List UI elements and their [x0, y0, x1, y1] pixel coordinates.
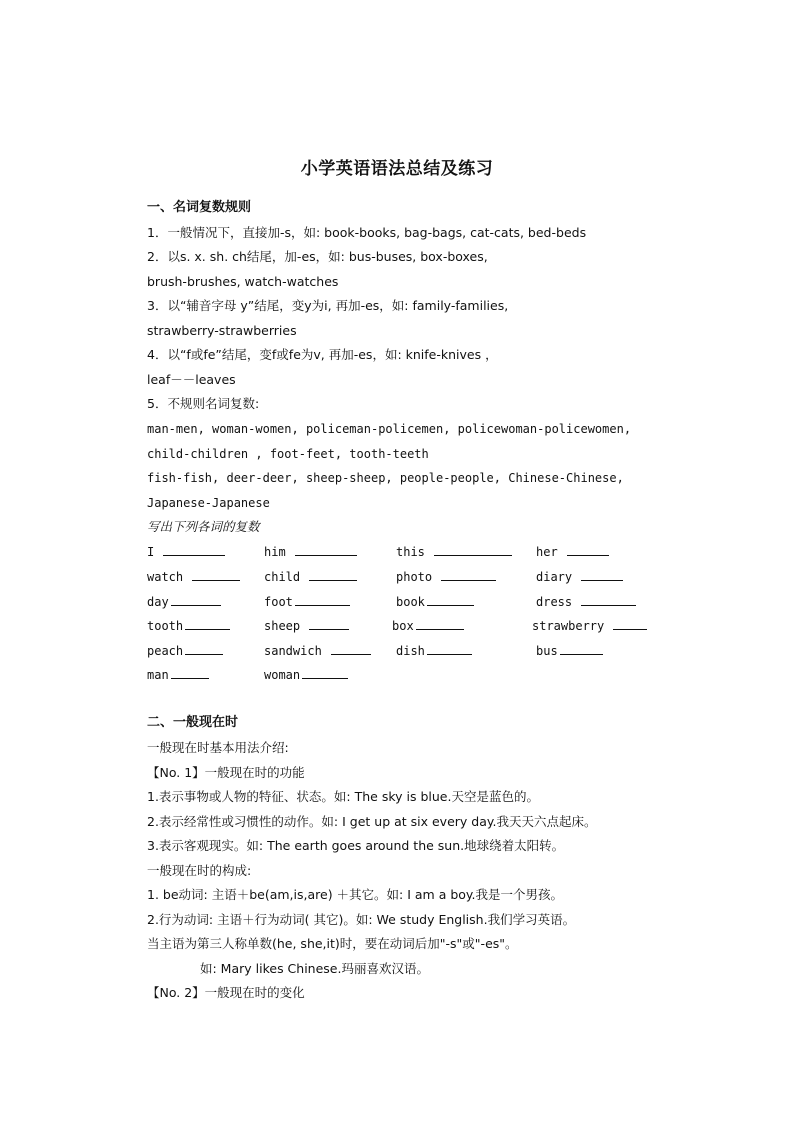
exercise-item: photo [396, 569, 496, 584]
rule-line: brush-brushes, watch-watches [147, 274, 339, 289]
text-line: 【No. 1】一般现在时的功能 [147, 765, 305, 780]
exercise-item: peach [147, 643, 223, 658]
exercise-item: watch [147, 569, 240, 584]
answer-blank[interactable] [171, 667, 209, 679]
text-line: 2.表示经常性或习惯性的动作。如: I get up at six every day.我天天六点起床。 [147, 814, 597, 829]
exercise-row [147, 643, 667, 659]
exercise-row [147, 594, 667, 610]
exercise-item: child [264, 569, 357, 584]
rule-line: man-men, woman-women, policeman-policemen, policewoman-policewomen, [147, 422, 632, 436]
answer-blank[interactable] [163, 544, 225, 556]
text-line: 当主语为第三人称单数(he, she,it)时，要在动词后加"-s"或"-es"。 [147, 936, 518, 951]
exercise-item: book [396, 594, 474, 609]
rule-line: 2．以s. x. sh. ch结尾，加-es，如: bus-buses, box-boxes, [147, 249, 488, 264]
answer-blank[interactable] [295, 594, 350, 606]
exercise-item: box [392, 618, 464, 633]
exercise-item: him [264, 544, 357, 559]
exercise-item: diary [536, 569, 623, 584]
answer-blank[interactable] [560, 643, 603, 655]
exercise-item: her [536, 544, 609, 559]
exercise-item: bus [536, 643, 603, 658]
answer-blank[interactable] [434, 544, 512, 556]
rule-line: Japanese-Japanese [147, 496, 270, 510]
answer-blank[interactable] [192, 569, 240, 581]
text-line: 2.行为动词: 主语＋行为动词( 其它)。如: We study English.我们学习英语。 [147, 912, 576, 927]
exercise-row [147, 569, 667, 585]
rule-line: strawberry-strawberries [147, 323, 297, 338]
answer-blank[interactable] [613, 618, 647, 630]
text-line: 【No. 2】一般现在时的变化 [147, 985, 305, 1000]
exercise-item: day [147, 594, 221, 609]
exercise-item: strawberry [532, 618, 647, 633]
rule-line: leaf－－leaves [147, 372, 236, 387]
answer-blank[interactable] [185, 643, 223, 655]
exercise-item: this [396, 544, 512, 559]
exercise-row [147, 667, 667, 683]
answer-blank[interactable] [416, 618, 464, 630]
exercise-item: dish [396, 643, 472, 658]
answer-blank[interactable] [581, 569, 623, 581]
answer-blank[interactable] [331, 643, 371, 655]
answer-blank[interactable] [441, 569, 496, 581]
text-line: 3.表示客观现实。如: The earth goes around the sun.地球绕着太阳转。 [147, 838, 565, 853]
answer-blank[interactable] [309, 618, 349, 630]
rule-line: 4．以“f或fe”结尾，变f或fe为v, 再加-es，如: knife-knives ， [147, 347, 498, 362]
section-heading-plural-nouns: 一、名词复数规则 [147, 200, 252, 215]
exercise-item: foot [264, 594, 350, 609]
exercise-row [147, 544, 667, 560]
text-line: 一般现在时基本用法介绍: [147, 740, 289, 755]
section-heading-present-tense: 二、一般现在时 [147, 715, 239, 730]
text-line: 1.表示事物或人物的特征、状态。如: The sky is blue.天空是蓝色的。 [147, 789, 539, 804]
exercise-item: dress [536, 594, 636, 609]
page-title: 小学英语语法总结及练习 [300, 159, 494, 179]
answer-blank[interactable] [567, 544, 609, 556]
answer-blank[interactable] [427, 643, 472, 655]
rule-line: fish-fish, deer-deer, sheep-sheep, people-people, Chinese-Chinese, [147, 471, 624, 485]
text-line: 一般现在时的构成: [147, 863, 252, 878]
rule-line: 3．以“辅音字母 y”结尾，变y为i, 再加-es，如: family-families, [147, 298, 509, 313]
exercise-row [147, 618, 667, 634]
answer-blank[interactable] [171, 594, 221, 606]
rule-line: 5．不规则名词复数: [147, 396, 260, 411]
text-line: 1. be动词: 主语＋be(am,is,are) ＋其它。如: I am a boy.我是一个男孩。 [147, 887, 564, 902]
answer-blank[interactable] [581, 594, 636, 606]
exercise-title: 写出下列各词的复数 [147, 519, 260, 534]
rule-line: 1．一般情况下，直接加-s，如: book-books, bag-bags, cat-cats, bed-beds [147, 225, 587, 240]
exercise-item: I [147, 544, 225, 559]
exercise-item: man [147, 667, 209, 682]
answer-blank[interactable] [309, 569, 357, 581]
rule-line: child-children , foot-feet, tooth-teeth [147, 447, 429, 461]
answer-blank[interactable] [295, 544, 357, 556]
exercise-item: sheep [264, 618, 349, 633]
exercise-item: tooth [147, 618, 230, 633]
answer-blank[interactable] [427, 594, 474, 606]
exercise-item: woman [264, 667, 348, 682]
text-line: 如: Mary likes Chinese.玛丽喜欢汉语。 [200, 961, 429, 976]
exercise-item: sandwich [264, 643, 371, 658]
answer-blank[interactable] [185, 618, 230, 630]
answer-blank[interactable] [302, 667, 348, 679]
